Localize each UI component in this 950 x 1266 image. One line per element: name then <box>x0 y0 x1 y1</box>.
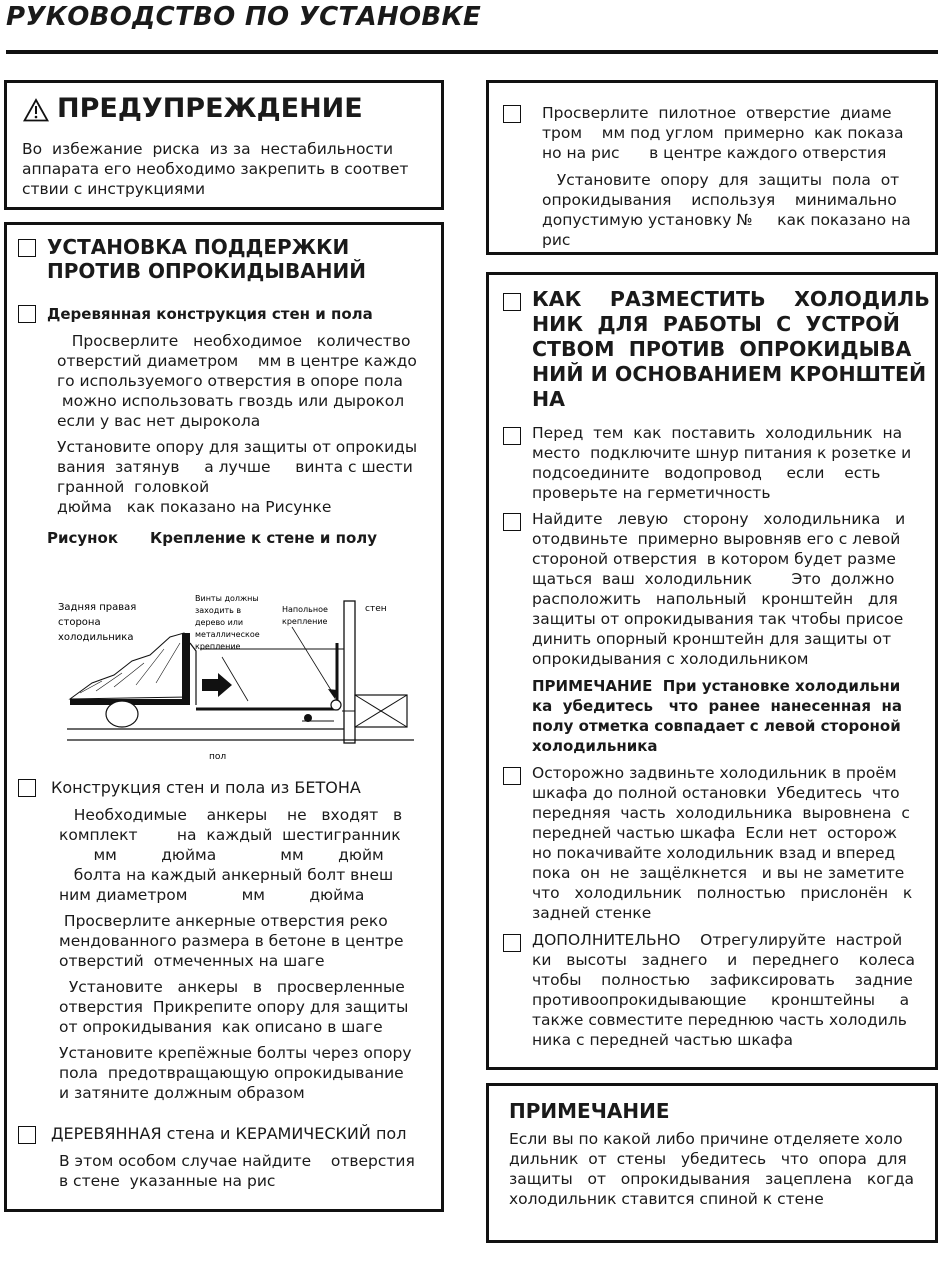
ceramic-text-line: в стене указанные на рис <box>59 1172 276 1190</box>
concrete-text-line: Просверлите анкерные отверстия реко <box>59 912 388 930</box>
wood-text-line: го используемого отверстия в опоре пола <box>57 372 403 390</box>
warning-line: Во избежание риска из за нестабильности <box>22 140 394 158</box>
wood-text-line: можно использовать гвоздь или дырокол <box>57 392 405 410</box>
section-heading: ПРОТИВ ОПРОКИДЫВАНИЙ <box>47 259 366 283</box>
figure-label-floor-mount: крепление <box>282 617 328 626</box>
pilot-text-line: рис <box>542 231 571 249</box>
step4-text-line: ДОПОЛНИТЕЛЬНО Отрегулируйте настрой <box>532 931 903 949</box>
figure-fridge-side-edge <box>190 643 196 705</box>
step1-checkbox[interactable] <box>503 427 521 445</box>
concrete-text-line: Установите анкеры в просверленные <box>59 978 405 996</box>
step3-text-line: шкафа до полной остановки Убедитесь что <box>532 784 900 802</box>
wood-text-line: Просверлите необходимое количество <box>57 332 411 350</box>
concrete-text-line: мм дюйма мм дюйм <box>59 846 384 864</box>
step2-text-line: отодвиньте примерно выровняв его с левой <box>532 530 901 548</box>
wood-text-line: вания затянув а лучше винта с шести <box>57 458 413 476</box>
placement-note-line: ка убедитесь что ранее нанесенная на <box>532 697 902 715</box>
step2-text-line: защиты от опрокидывания так чтобы присое <box>532 610 904 628</box>
wood-checkbox[interactable] <box>18 305 36 323</box>
warning-line: ствии с инструкциями <box>22 180 206 198</box>
figure-caption-number: Рисунок <box>47 529 119 547</box>
step2-text-line: стороной отверстия в котором будет разме <box>532 550 896 568</box>
step1-text-line: подсоедините водопровод если есть <box>532 464 881 482</box>
placement-checkbox[interactable] <box>503 293 521 311</box>
step4-text-line: противоопрокидывающие кронштейны а <box>532 991 910 1009</box>
step2-text-line: динить опорный кронштейн для защиты от <box>532 630 892 648</box>
placement-note-line: полу отметка совпадает с левой стороной <box>532 717 901 735</box>
step3-text-line: пока он не защёлкнется и вы не заметите <box>532 864 905 882</box>
pilot-text-line: допустимую установку № как показано на <box>542 211 911 229</box>
wood-label: Деревянная конструкция стен и пола <box>47 305 373 323</box>
page-title: РУКОВОДСТВО ПО УСТАНОВКЕ <box>6 2 482 32</box>
pilot-text-line: опрокидывания используя минимально <box>542 191 897 209</box>
note-heading: ПРИМЕЧАНИЕ <box>509 1099 670 1123</box>
pilot-text-line: Установите опору для защиты пола от <box>542 171 900 189</box>
wood-text-line: отверстий диаметром мм в центре каждо <box>57 352 417 370</box>
figure-label-floor-mount: Напольное <box>282 605 328 614</box>
ceramic-label: ДЕРЕВЯННАЯ стена и КЕРАМИЧЕСКИЙ пол <box>51 1124 407 1143</box>
note-text-line: дильник от стены убедитесь что опора для <box>509 1150 907 1168</box>
step3-checkbox[interactable] <box>503 767 521 785</box>
ceramic-checkbox[interactable] <box>18 1126 36 1144</box>
concrete-text-line: и затяните должным образом <box>59 1084 305 1102</box>
placement-note-line: ПРИМЕЧАНИЕ При установке холодильни <box>532 677 901 695</box>
figure-caption-text: Крепление к стене и полу <box>150 529 378 547</box>
figure-label-screws: заходить в <box>195 606 242 615</box>
wood-text-line: гранной головкой <box>57 478 210 496</box>
step2-text-line: опрокидывания с холодильником <box>532 650 809 668</box>
note-box <box>486 1083 938 1243</box>
concrete-text-line: пола предотвращающую опрокидывание <box>59 1064 404 1082</box>
anti-tip-install-box <box>4 222 444 1212</box>
placement-heading: НА <box>532 387 566 411</box>
concrete-text-line: мендованного размера в бетоне в центре <box>59 932 404 950</box>
figure-label-wall: стен <box>365 604 387 614</box>
concrete-label: Конструкция стен и пола из БЕТОНА <box>51 778 361 797</box>
pilot-text-line: тром мм под углом примерно как показа <box>542 124 904 142</box>
step4-text-line: ки высоты заднего и переднего колеса <box>532 951 916 969</box>
concrete-text-line: отверстия Прикрепите опору для защиты <box>59 998 409 1016</box>
figure-floor-bracket <box>196 643 337 709</box>
placement-heading: КАК РАЗМЕСТИТЬ ХОЛОДИЛЬ <box>532 287 930 311</box>
placement-heading: НИК ДЛЯ РАБОТЫ С УСТРОЙ <box>532 312 900 336</box>
figure-label-screws: Винты должны <box>195 594 259 603</box>
note-text-line: холодильник ставится спиной к стене <box>509 1190 824 1208</box>
pilot-hole-box <box>486 80 938 255</box>
figure-label-screws: крепление <box>195 642 241 651</box>
figure-label-screws: дерево или <box>195 618 244 627</box>
note-text-line: защиты от опрокидывания зацеплена когда <box>509 1170 915 1188</box>
figure-label-floor: пол <box>209 752 227 762</box>
wood-text-line: дюйма как показано на Рисунке <box>57 498 332 516</box>
warning-line: аппарата его необходимо закрепить в соответ <box>22 160 409 178</box>
figure-arrow <box>202 673 232 697</box>
wall-floor-mount-figure <box>52 587 417 767</box>
pilot-text-line: но на рис в центре каждого отверстия <box>542 144 887 162</box>
step4-checkbox[interactable] <box>503 934 521 952</box>
figure-wheel <box>106 701 138 727</box>
pilot-hole-checkbox[interactable] <box>503 105 521 123</box>
step3-text-line: задней стенке <box>532 904 652 922</box>
step3-text-line: Осторожно задвиньте холодильник в проём <box>532 764 897 782</box>
figure-leader <box>292 627 334 695</box>
section-checkbox[interactable] <box>18 239 36 257</box>
wood-text-line: Установите опору для защиты от опрокиды <box>57 438 418 456</box>
step2-checkbox[interactable] <box>503 513 521 531</box>
placement-heading: СТВОМ ПРОТИВ ОПРОКИДЫВА <box>532 337 912 361</box>
step3-text-line: передняя часть холодильника выровнена с <box>532 804 910 822</box>
warning-heading: ПРЕДУПРЕЖДЕНИЕ <box>57 93 363 124</box>
step3-text-line: передней частью шкафа Если нет осторож <box>532 824 897 842</box>
figure-label-screws: металлическое <box>195 630 260 639</box>
step1-text-line: место подключите шнур питания к розетке и <box>532 444 912 462</box>
figure-fridge-side <box>182 633 190 705</box>
placement-heading: НИЙ И ОСНОВАНИЕМ КРОНШТЕЙ <box>532 362 927 386</box>
step2-text-line: Найдите левую сторону холодильника и <box>532 510 906 528</box>
concrete-text-line: комплект на каждый шестигранник <box>59 826 401 844</box>
figure-label-rear: холодильника <box>58 632 134 643</box>
step1-text-line: проверьте на герметичность <box>532 484 771 502</box>
placement-note-line: холодильника <box>532 737 658 755</box>
concrete-text-line: отверстий отмеченных на шаге <box>59 952 325 970</box>
concrete-text-line: от опрокидывания как описано в шаге <box>59 1018 383 1036</box>
concrete-checkbox[interactable] <box>18 779 36 797</box>
figure-screw <box>331 700 341 710</box>
pilot-text-line: Просверлите пилотное отверстие диаме <box>542 104 892 122</box>
concrete-text-line: Необходимые анкеры не входят в <box>59 806 403 824</box>
concrete-text-line: Установите крепёжные болты через опору <box>59 1044 412 1062</box>
ceramic-text-line: В этом особом случае найдите отверстия <box>59 1152 415 1170</box>
figure-label-rear: сторона <box>58 617 101 628</box>
section-heading: УСТАНОВКА ПОДДЕРЖКИ <box>47 235 350 259</box>
concrete-text-line: болта на каждый анкерный болт внеш <box>59 866 394 884</box>
wood-text-line: если у вас нет дырокола <box>57 412 261 430</box>
step2-text-line: щаться ваш холодильник Это должно <box>532 570 895 588</box>
warning-box <box>4 80 444 210</box>
placement-box <box>486 272 938 1070</box>
step2-text-line: расположить напольный кронштейн для <box>532 590 898 608</box>
step3-text-line: что холодильник полностью прислонён к <box>532 884 913 902</box>
step3-text-line: но покачивайте холодильник взад и вперед <box>532 844 896 862</box>
title-divider <box>6 50 938 54</box>
figure-label-rear: Задняя правая <box>58 602 137 613</box>
note-text-line: Если вы по какой либо причине отделяете холо <box>509 1130 903 1148</box>
step1-text-line: Перед тем как поставить холодильник на <box>532 424 903 442</box>
concrete-text-line: ним диаметром мм дюйма <box>59 886 365 904</box>
figure-leader <box>222 657 248 701</box>
step4-text-line: также совместите переднюю часть холодиль <box>532 1011 907 1029</box>
figure-wall <box>344 601 355 743</box>
step4-text-line: ника с передней частью шкафа <box>532 1031 793 1049</box>
warning-triangle-icon <box>23 98 49 122</box>
step4-text-line: чтобы полностью зафиксировать задние <box>532 971 913 989</box>
